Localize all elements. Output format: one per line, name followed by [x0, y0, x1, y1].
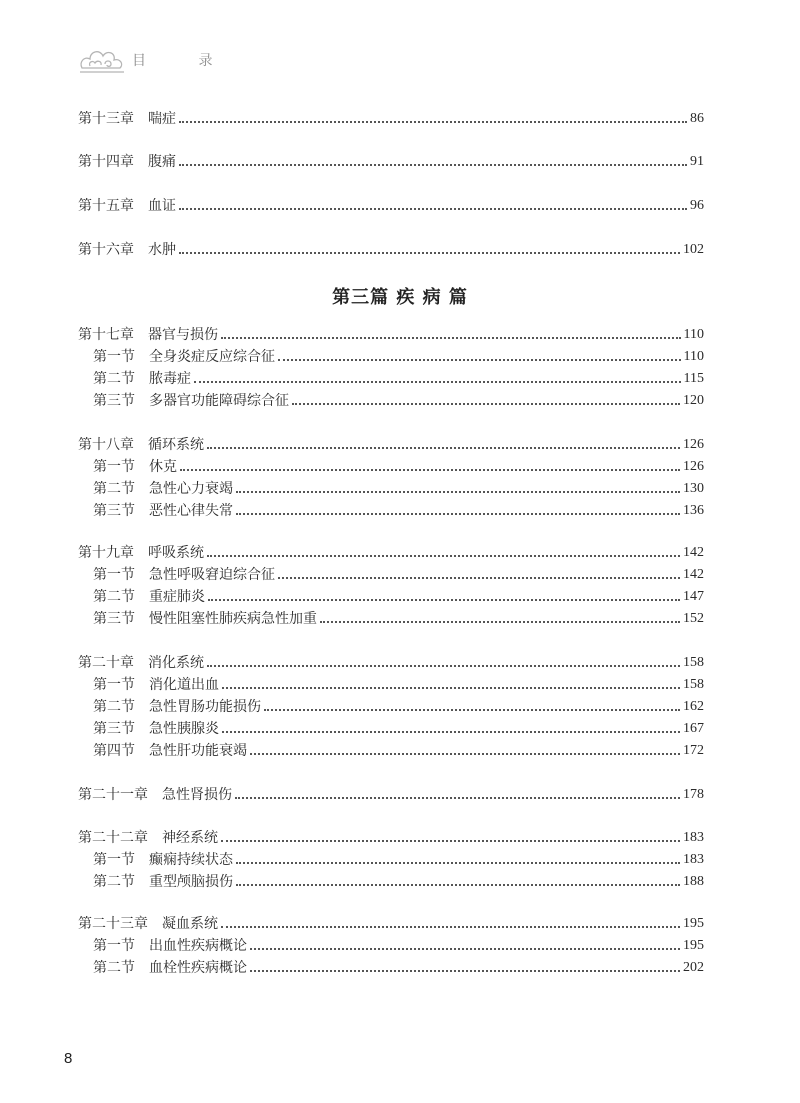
- toc-entry-title: 水肿: [148, 242, 176, 258]
- toc-entry-number: 第十八章: [78, 437, 134, 453]
- dot-leader: [236, 862, 680, 864]
- toc-entry-title: 重症肺炎: [149, 589, 205, 605]
- toc-entry-number: 第十三章: [78, 111, 134, 127]
- dot-leader: [320, 621, 680, 623]
- dot-leader: [179, 252, 680, 254]
- toc-entry-title: 呼吸系统: [148, 545, 204, 561]
- toc-entry-title: 器官与损伤: [148, 327, 218, 343]
- toc-entry-title: 凝血系统: [162, 916, 218, 932]
- toc-entry-title: 急性肝功能衰竭: [149, 743, 247, 759]
- dot-leader: [179, 164, 687, 166]
- toc-entry-number: 第一节: [93, 677, 135, 693]
- toc-section-entry: [93, 479, 704, 499]
- dot-leader: [207, 665, 680, 667]
- dot-leader: [278, 577, 680, 579]
- toc-entry-number: 第二节: [93, 481, 135, 497]
- toc-chapter-entry: [78, 653, 704, 673]
- toc-entry-number: 第二节: [93, 589, 135, 605]
- toc-entry-number: 第一节: [93, 567, 135, 583]
- toc-entry-number: 第十六章: [78, 242, 134, 258]
- toc-section-entry: [93, 501, 704, 521]
- toc-chapter-entry: [78, 435, 704, 455]
- toc-page-number: 126: [683, 459, 704, 474]
- toc-entry-number: 第二节: [93, 874, 135, 890]
- toc-chapter-entry: [78, 543, 704, 563]
- toc-entry-title: 恶性心律失常: [149, 503, 233, 519]
- toc-page-number: 136: [683, 503, 704, 518]
- header-title: 目 录: [132, 53, 237, 69]
- dot-leader: [179, 208, 687, 210]
- toc-page-number: 162: [683, 699, 704, 714]
- toc-entry-title: 出血性疾病概论: [149, 938, 247, 954]
- toc-entry-title: 消化道出血: [149, 677, 219, 693]
- toc-entry-title: 急性呼吸窘迫综合征: [149, 567, 275, 583]
- toc-entry-title: 休克: [149, 459, 177, 475]
- toc-entry-number: 第十五章: [78, 198, 134, 214]
- toc-section-entry: [93, 391, 704, 411]
- toc-section-entry: [93, 675, 704, 695]
- toc-page-number: 152: [683, 611, 704, 626]
- toc-page-number: 115: [683, 371, 704, 386]
- toc-entry-number: 第一节: [93, 349, 135, 365]
- toc-entry-title: 急性心力衰竭: [149, 481, 233, 497]
- toc-entry-title: 腹痛: [148, 154, 176, 170]
- toc-entry-title: 消化系统: [148, 655, 204, 671]
- toc-page-number: 158: [683, 677, 704, 692]
- dot-leader: [250, 970, 680, 972]
- toc-page-number: 202: [683, 960, 704, 975]
- dot-leader: [180, 469, 680, 471]
- toc-page-number: 130: [683, 481, 704, 496]
- toc-entry-title: 全身炎症反应综合征: [149, 349, 275, 365]
- dot-leader: [250, 753, 680, 755]
- dot-leader: [278, 359, 681, 361]
- toc-entry-title: 血证: [148, 198, 176, 214]
- toc-section-entry: [93, 741, 704, 761]
- toc-entry-title: 神经系统: [162, 830, 218, 846]
- toc-entry-title: 多器官功能障碍综合征: [149, 393, 289, 409]
- toc-entry-number: 第一节: [93, 459, 135, 475]
- toc-page-number: 158: [683, 655, 704, 670]
- dot-leader: [222, 687, 680, 689]
- dot-leader: [236, 513, 680, 515]
- auspicious-cloud-icon: [78, 42, 128, 78]
- toc-page-number: 195: [683, 938, 704, 953]
- toc-chapter-entry: [78, 914, 704, 934]
- dot-leader: [179, 121, 687, 123]
- dot-leader: [207, 447, 680, 449]
- toc-page-number: 102: [683, 242, 704, 257]
- toc-entry-number: 第四节: [93, 743, 135, 759]
- toc-chapter-entry: [78, 785, 704, 805]
- toc-section-entry: [93, 347, 704, 367]
- toc-chapter-entry: [78, 196, 704, 216]
- toc-chapter-entry: [78, 109, 704, 129]
- toc-entry-number: 第二十章: [78, 655, 134, 671]
- toc-section-entry: [93, 609, 704, 629]
- toc-section-entry: [93, 697, 704, 717]
- toc-entry-number: 第二十三章: [78, 916, 148, 932]
- toc-entry-number: 第十九章: [78, 545, 134, 561]
- part-title: 第三篇 疾 病 篇: [332, 287, 468, 308]
- toc-chapter-entry: [78, 325, 704, 345]
- toc-entry-title: 癫痫持续状态: [149, 852, 233, 868]
- toc-page-number: 183: [683, 830, 704, 845]
- page-number: 8: [64, 1050, 73, 1067]
- toc-section-entry: [93, 369, 704, 389]
- toc-section-entry: [93, 936, 704, 956]
- toc-entry-title: 喘症: [148, 111, 176, 127]
- toc-entry-number: 第十七章: [78, 327, 134, 343]
- toc-entry-number: 第二十二章: [78, 830, 148, 846]
- page-header: [78, 42, 278, 78]
- toc-entry-number: 第二节: [93, 699, 135, 715]
- toc-entry-number: 第一节: [93, 852, 135, 868]
- dot-leader: [221, 926, 680, 928]
- dot-leader: [235, 797, 680, 799]
- toc-page-number: 96: [690, 198, 704, 213]
- toc-section-entry: [93, 565, 704, 585]
- toc-section-entry: [93, 850, 704, 870]
- toc-entry-title: 急性肾损伤: [162, 787, 232, 803]
- toc-chapter-entry: [78, 152, 704, 172]
- dot-leader: [236, 491, 680, 493]
- toc-entry-title: 脓毒症: [149, 371, 191, 387]
- toc-entry-number: 第一节: [93, 938, 135, 954]
- toc-chapter-entry: [78, 240, 704, 260]
- toc-page-number: 178: [683, 787, 704, 802]
- toc-page-number: 142: [683, 567, 704, 582]
- toc-page-number: 126: [683, 437, 704, 452]
- toc-page-number: 195: [683, 916, 704, 931]
- toc-section-entry: [93, 872, 704, 892]
- toc-page-number: 110: [683, 349, 704, 364]
- toc-section-entry: [93, 958, 704, 978]
- dot-leader: [207, 555, 680, 557]
- toc-page-number: 167: [683, 721, 704, 736]
- toc-page-number: 86: [690, 111, 704, 126]
- toc-entry-number: 第三节: [93, 611, 135, 627]
- toc-entry-title: 慢性阻塞性肺疾病急性加重: [149, 611, 317, 627]
- dot-leader: [221, 840, 680, 842]
- dot-leader: [208, 599, 680, 601]
- toc-page-number: 110: [683, 327, 704, 342]
- toc-entry-title: 血栓性疾病概论: [149, 960, 247, 976]
- toc-page-number: 188: [683, 874, 704, 889]
- dot-leader: [221, 337, 681, 339]
- dot-leader: [264, 709, 680, 711]
- toc-entry-number: 第三节: [93, 503, 135, 519]
- dot-leader: [236, 884, 680, 886]
- toc-section-entry: [93, 719, 704, 739]
- toc-section-entry: [93, 457, 704, 477]
- dot-leader: [194, 381, 681, 383]
- toc-page-number: 147: [683, 589, 704, 604]
- toc-entry-number: 第十四章: [78, 154, 134, 170]
- toc-entry-number: 第三节: [93, 393, 135, 409]
- toc-entry-title: 循环系统: [148, 437, 204, 453]
- toc-entry-title: 急性胃肠功能损伤: [149, 699, 261, 715]
- dot-leader: [292, 403, 680, 405]
- toc-page-number: 172: [683, 743, 704, 758]
- toc-entry-number: 第二节: [93, 371, 135, 387]
- dot-leader: [250, 948, 680, 950]
- toc-page-number: 183: [683, 852, 704, 867]
- toc-page-number: 120: [683, 393, 704, 408]
- toc-page-number: 91: [690, 154, 704, 169]
- toc-entry-number: 第二十一章: [78, 787, 148, 803]
- toc-entry-title: 重型颅脑损伤: [149, 874, 233, 890]
- toc-entry-number: 第二节: [93, 960, 135, 976]
- toc-chapter-entry: [78, 828, 704, 848]
- toc-page-number: 142: [683, 545, 704, 560]
- toc-entry-title: 急性胰腺炎: [149, 721, 219, 737]
- dot-leader: [222, 731, 680, 733]
- toc-entry-number: 第三节: [93, 721, 135, 737]
- toc-section-entry: [93, 587, 704, 607]
